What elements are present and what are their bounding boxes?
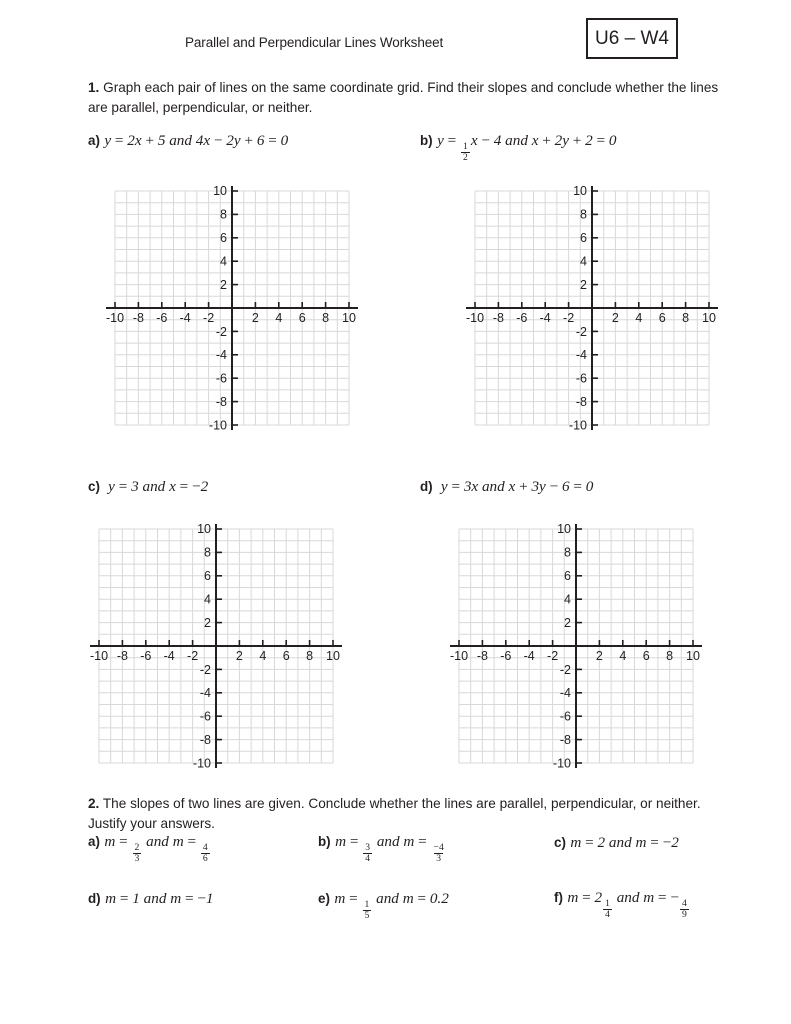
svg-text:4: 4 [204, 592, 211, 607]
question-1b [420, 132, 617, 164]
svg-text:-10: -10 [89, 649, 109, 663]
grid-d-axes [450, 524, 702, 771]
svg-text:-8: -8 [559, 733, 571, 747]
svg-text:6: 6 [220, 231, 227, 245]
slopes-2a: m = $\frac{2}{3}$ and m = $\frac{4}{6}$ [104, 833, 208, 865]
question-2-text: The slopes of two lines are given. Conclude whether the lines are parallel, perpendicular, or neither. Justify your answers. [88, 796, 701, 831]
svg-text:10: 10 [213, 184, 227, 198]
svg-text:6: 6 [642, 649, 650, 663]
svg-text:-2: -2 [559, 662, 571, 677]
question-2f [554, 889, 690, 921]
svg-text:-10: -10 [192, 756, 211, 771]
grid-c-x-labels [90, 649, 340, 663]
svg-text:8: 8 [564, 545, 571, 560]
slopes-2f: m = 2 $\frac{1}{4}$ and m = − $\frac{4}{9}$ [567, 889, 687, 921]
svg-text:2: 2 [220, 277, 227, 292]
part-label-2b: b) [318, 834, 331, 849]
fraction-four-sixths: $\frac{4}{6}$ [202, 842, 208, 865]
part-label-1b: b) [420, 133, 433, 148]
part-label-2c: c) [554, 835, 566, 850]
part-label-2f: f) [554, 890, 563, 905]
svg-text:2: 2 [611, 311, 619, 325]
svg-text:-4: -4 [559, 686, 571, 701]
svg-text:2: 2 [580, 277, 587, 292]
svg-text:-10: -10 [208, 418, 227, 433]
svg-text:-6: -6 [559, 709, 571, 724]
svg-text:-6: -6 [199, 709, 211, 724]
grid-d-x-labels [450, 649, 700, 663]
part-label-1a: a) [88, 133, 100, 148]
question-2-prompt [88, 794, 736, 834]
svg-text:-6: -6 [140, 649, 152, 663]
svg-text:10: 10 [573, 184, 587, 198]
svg-text:2: 2 [595, 649, 603, 663]
equation-1d: y = 3x and x + 3y − 6 = 0 [437, 478, 594, 495]
svg-text:2: 2 [251, 311, 259, 325]
question-1-text: Graph each pair of lines on the same coordinate grid. Find their slopes and conclude whether the lines are parallel, perpendicular, or neither. [88, 80, 719, 115]
svg-text:4: 4 [220, 254, 227, 269]
svg-text:2: 2 [564, 615, 571, 630]
svg-text:-6: -6 [516, 311, 528, 325]
svg-text:-10: -10 [449, 649, 469, 663]
grid-c-svg[interactable] [68, 520, 348, 776]
svg-text:10: 10 [686, 649, 700, 663]
svg-text:-4: -4 [575, 348, 587, 363]
mixed-number-two-and-quarter: 2 $\frac{1}{4}$ [594, 889, 610, 921]
svg-text:2: 2 [235, 649, 243, 663]
question-1d [420, 478, 593, 496]
question-1c [88, 478, 208, 496]
fraction-one-fifth: $\frac{1}{5}$ [364, 899, 370, 922]
part-label-1d: d) [420, 479, 433, 494]
part-label-1c: c) [88, 479, 100, 494]
slopes-2b: m = $\frac{3}{4}$ and m = $\frac{-4}{3}$ [335, 833, 444, 865]
svg-text:-8: -8 [116, 649, 128, 663]
svg-text:4: 4 [275, 311, 283, 325]
svg-text:4: 4 [564, 592, 571, 607]
equation-1b: y = $\frac{1}{2}$ x − 4 and x + 2y + 2 = 0 [437, 132, 617, 164]
svg-text:-6: -6 [156, 311, 168, 325]
svg-text:8: 8 [220, 207, 227, 222]
svg-text:-4: -4 [163, 649, 175, 663]
svg-text:6: 6 [204, 569, 211, 583]
fraction-three-fourths: $\frac{3}{4}$ [365, 842, 371, 865]
svg-text:6: 6 [658, 311, 666, 325]
svg-text:4: 4 [619, 649, 627, 663]
question-2c [554, 834, 679, 852]
svg-text:-2: -2 [563, 311, 575, 325]
slopes-2e: m = $\frac{1}{5}$ and m = 0.2 [334, 890, 449, 922]
svg-text:-2: -2 [215, 324, 227, 339]
fraction-one-fourth: $\frac{1}{4}$ [605, 898, 610, 921]
svg-text:-8: -8 [575, 395, 587, 409]
coordinate-grid-b[interactable] [444, 182, 724, 438]
svg-text:8: 8 [322, 311, 330, 325]
page-title: Parallel and Perpendicular Lines Worksheet [185, 35, 444, 50]
svg-text:-8: -8 [132, 311, 144, 325]
unit-code-label: U6 – W4 [595, 27, 669, 49]
svg-text:8: 8 [204, 545, 211, 560]
fraction-neg-four-thirds: $\frac{-4}{3}$ [433, 842, 444, 865]
equation-1a: y = 2x + 5 and 4x − 2y + 6 = 0 [104, 132, 289, 149]
svg-text:4: 4 [259, 649, 267, 663]
coordinate-grid-d[interactable] [428, 520, 708, 776]
part-label-2e: e) [318, 891, 330, 906]
svg-text:10: 10 [326, 649, 340, 663]
question-2d [88, 890, 214, 908]
svg-text:6: 6 [580, 231, 587, 245]
grid-b-svg[interactable] [444, 182, 724, 438]
grid-b-x-labels [466, 311, 716, 325]
part-label-2d: d) [88, 891, 101, 906]
svg-text:-10: -10 [105, 311, 125, 325]
question-1a [88, 132, 288, 150]
grid-a-x-labels [106, 311, 356, 325]
grid-a-svg[interactable] [84, 182, 364, 438]
question-1-number: 1. [88, 80, 100, 95]
svg-text:6: 6 [564, 569, 571, 583]
svg-text:-2: -2 [199, 662, 211, 677]
grid-d-svg[interactable] [428, 520, 708, 776]
svg-text:-4: -4 [179, 311, 191, 325]
svg-text:-4: -4 [539, 311, 551, 325]
svg-text:-4: -4 [523, 649, 535, 663]
svg-text:4: 4 [580, 254, 587, 269]
svg-text:-8: -8 [476, 649, 488, 663]
unit-code-box [586, 18, 678, 59]
svg-text:4: 4 [635, 311, 643, 325]
part-label-2a: a) [88, 834, 100, 849]
coordinate-grid-c[interactable] [68, 520, 348, 776]
svg-text:-10: -10 [465, 311, 485, 325]
svg-text:10: 10 [702, 311, 716, 325]
svg-text:-2: -2 [575, 324, 587, 339]
svg-text:-6: -6 [575, 371, 587, 386]
svg-text:10: 10 [197, 522, 211, 536]
svg-text:-2: -2 [547, 649, 559, 663]
svg-text:-4: -4 [199, 686, 211, 701]
question-1-prompt [88, 78, 738, 118]
svg-text:-2: -2 [203, 311, 215, 325]
svg-text:8: 8 [306, 649, 314, 663]
svg-text:6: 6 [298, 311, 306, 325]
svg-text:8: 8 [682, 311, 690, 325]
question-2a [88, 833, 211, 865]
question-2b [318, 833, 447, 865]
slopes-2d: m = 1 and m = −1 [105, 890, 214, 907]
equation-1c: y = 3 and x = −2 [104, 478, 209, 495]
svg-text:10: 10 [342, 311, 356, 325]
grid-c-axes [90, 524, 342, 771]
fraction-one-half: $\frac{1}{2}$ [463, 141, 468, 164]
svg-text:8: 8 [580, 207, 587, 222]
fraction-four-ninths: $\frac{4}{9}$ [682, 898, 687, 921]
svg-text:-8: -8 [492, 311, 504, 325]
fraction-two-thirds: $\frac{2}{3}$ [134, 842, 140, 865]
svg-text:-8: -8 [215, 395, 227, 409]
svg-text:10: 10 [557, 522, 571, 536]
svg-text:-10: -10 [568, 418, 587, 433]
svg-text:-6: -6 [500, 649, 512, 663]
grid-a-axes [106, 186, 358, 433]
question-2e [318, 890, 449, 922]
svg-text:-10: -10 [552, 756, 571, 771]
svg-text:8: 8 [666, 649, 674, 663]
svg-text:6: 6 [282, 649, 290, 663]
svg-text:-4: -4 [215, 348, 227, 363]
slopes-2c: m = 2 and m = −2 [570, 834, 679, 851]
svg-text:2: 2 [204, 615, 211, 630]
coordinate-grid-a[interactable] [84, 182, 364, 438]
svg-text:-6: -6 [215, 371, 227, 386]
svg-text:-8: -8 [199, 733, 211, 747]
question-2-number: 2. [88, 796, 100, 811]
svg-text:-2: -2 [187, 649, 199, 663]
grid-b-axes [466, 186, 718, 433]
